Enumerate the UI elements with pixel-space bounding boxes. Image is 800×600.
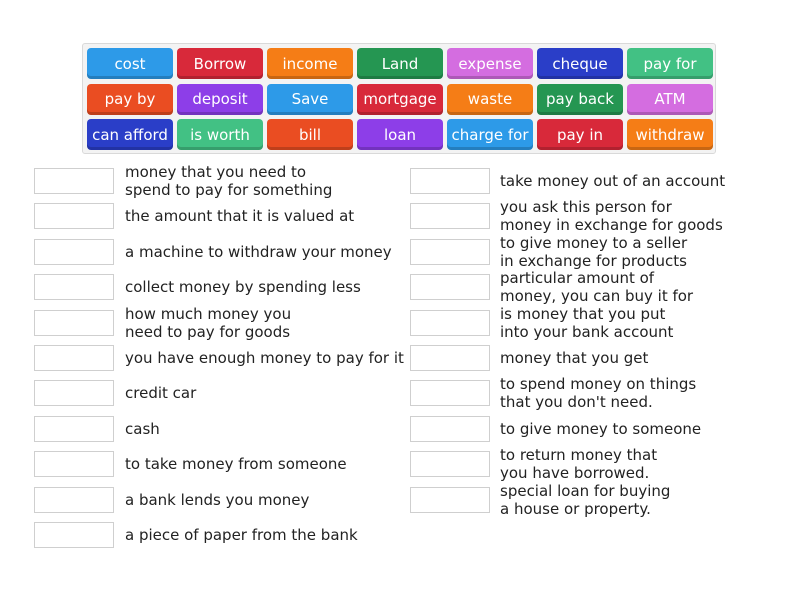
clue-line: spend to pay for something bbox=[125, 181, 333, 199]
answer-slot[interactable] bbox=[34, 380, 114, 406]
word-tile[interactable]: pay for bbox=[627, 48, 713, 79]
clue-line: you ask this person for bbox=[500, 198, 672, 217]
clue-text bbox=[125, 349, 404, 367]
word-tile[interactable]: Borrow bbox=[177, 48, 263, 79]
word-tile[interactable]: waste bbox=[447, 84, 533, 115]
clue-line: to take money from someone bbox=[125, 455, 347, 474]
word-tile[interactable]: Save bbox=[267, 84, 353, 115]
clue-line: money, you can buy it for bbox=[500, 287, 694, 306]
clue-text bbox=[125, 305, 291, 341]
word-tile[interactable]: ATM bbox=[627, 84, 713, 115]
word-tile[interactable]: cost bbox=[87, 48, 173, 79]
clue-line: money that you get bbox=[500, 349, 649, 367]
clue-line: take money out of an account bbox=[500, 172, 726, 190]
clue-text bbox=[500, 446, 657, 482]
clue-text bbox=[500, 349, 648, 367]
clue-text bbox=[125, 420, 160, 438]
answer-slot[interactable] bbox=[34, 203, 114, 229]
clue-text bbox=[500, 269, 693, 305]
clue-line: the amount that it is valued at bbox=[125, 207, 355, 226]
word-tile[interactable]: expense bbox=[447, 48, 533, 79]
clue-line: to give money to a seller bbox=[500, 233, 688, 252]
word-tile[interactable]: Land bbox=[357, 48, 443, 79]
word-tile[interactable]: pay by bbox=[87, 84, 173, 115]
word-tile[interactable]: withdraw bbox=[627, 119, 713, 150]
answer-slot[interactable] bbox=[410, 416, 490, 442]
answer-slot[interactable] bbox=[34, 522, 114, 548]
answer-slot[interactable] bbox=[34, 310, 114, 336]
clue-line: a house or property. bbox=[500, 499, 651, 518]
clue-text bbox=[500, 198, 723, 234]
answer-slot[interactable] bbox=[34, 274, 114, 300]
clue-line: that you don't need. bbox=[500, 393, 653, 412]
clue-text bbox=[500, 482, 670, 518]
clue-line: money that you need to bbox=[125, 163, 307, 181]
clue-line: a bank lends you money bbox=[125, 490, 310, 509]
clue-line: collect money by spending less bbox=[125, 278, 361, 297]
answer-slot[interactable] bbox=[410, 380, 490, 406]
clue-line: particular amount of bbox=[500, 269, 655, 288]
answer-slot[interactable] bbox=[410, 239, 490, 265]
clue-line: need to pay for goods bbox=[125, 322, 291, 341]
answer-slot[interactable] bbox=[410, 345, 490, 371]
answer-slot[interactable] bbox=[410, 168, 490, 194]
clue-line: you have enough money to pay for it bbox=[125, 349, 404, 367]
clue-text bbox=[125, 455, 347, 473]
clue-line: you have borrowed. bbox=[500, 464, 650, 483]
clue-text bbox=[125, 491, 309, 509]
answer-slot[interactable] bbox=[410, 203, 490, 229]
clue-text bbox=[125, 278, 361, 296]
clue-line: credit car bbox=[125, 384, 197, 403]
word-tile[interactable]: income bbox=[267, 48, 353, 79]
clue-line: money in exchange for goods bbox=[500, 216, 723, 235]
word-tile[interactable]: charge for bbox=[447, 119, 533, 150]
clue-text bbox=[500, 172, 725, 190]
clue-line: how much money you bbox=[125, 304, 292, 323]
clue-text bbox=[500, 234, 687, 270]
answer-slot[interactable] bbox=[34, 451, 114, 477]
word-tile[interactable]: bill bbox=[267, 119, 353, 150]
clue-line: cash bbox=[125, 419, 160, 438]
answer-slot[interactable] bbox=[410, 487, 490, 513]
clue-line: to spend money on things bbox=[500, 375, 697, 394]
word-tile[interactable]: pay in bbox=[537, 119, 623, 150]
word-tile[interactable]: loan bbox=[357, 119, 443, 150]
answer-slot[interactable] bbox=[34, 239, 114, 265]
clue-text bbox=[125, 384, 196, 402]
answer-slot[interactable] bbox=[34, 345, 114, 371]
clue-text bbox=[500, 305, 673, 341]
clue-line: into your bank account bbox=[500, 322, 674, 341]
word-tile[interactable]: pay back bbox=[537, 84, 623, 115]
answer-slot[interactable] bbox=[410, 310, 490, 336]
clue-line: a machine to withdraw your money bbox=[125, 242, 392, 261]
clue-line: is money that you put bbox=[500, 304, 666, 323]
clue-text bbox=[500, 375, 696, 411]
clue-text bbox=[125, 207, 354, 225]
clue-text bbox=[500, 420, 701, 438]
answer-slot[interactable] bbox=[410, 274, 490, 300]
clue-line: in exchange for products bbox=[500, 251, 687, 270]
answer-slot[interactable] bbox=[34, 416, 114, 442]
clue-line: to return money that bbox=[500, 446, 658, 465]
answer-slot[interactable] bbox=[34, 487, 114, 513]
answer-slot[interactable] bbox=[410, 451, 490, 477]
answer-slot[interactable] bbox=[34, 168, 114, 194]
word-tile[interactable]: can afford bbox=[87, 119, 173, 150]
clue-line: special loan for buying bbox=[500, 481, 671, 500]
clue-line: a piece of paper from the bank bbox=[125, 526, 358, 544]
word-tile[interactable]: cheque bbox=[537, 48, 623, 79]
clue-text bbox=[125, 163, 332, 199]
clue-text bbox=[125, 243, 392, 261]
word-tile[interactable]: deposit bbox=[177, 84, 263, 115]
clue-text bbox=[125, 526, 358, 544]
word-tile[interactable]: mortgage bbox=[357, 84, 443, 115]
word-tile[interactable]: is worth bbox=[177, 119, 263, 150]
clue-line: to give money to someone bbox=[500, 419, 702, 438]
